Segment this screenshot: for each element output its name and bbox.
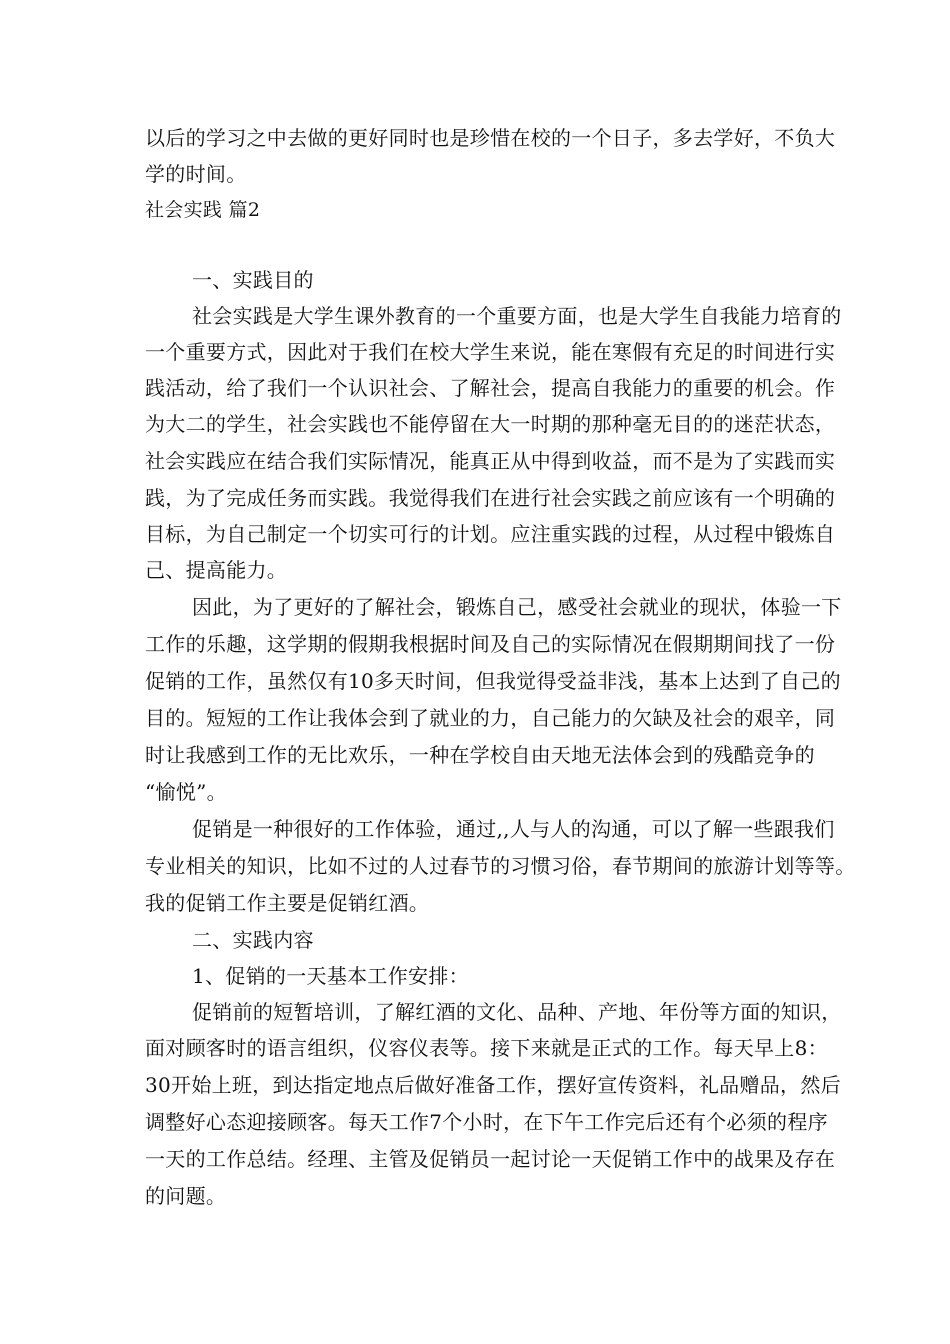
paragraph-line: 目的。短短的工作让我体会到了就业的力，自己能力的欠缺及社会的艰辛，同	[145, 706, 836, 730]
paragraph-line: 为大二的学生，社会实践也不能停留在大一时期的那种毫无目的的迷茫状态，	[145, 412, 836, 436]
paragraph-line: 社会实践应在结合我们实际情况，能真正从中得到收益，而不是为了实践而实	[145, 449, 836, 473]
paragraph-line: “愉悦”。	[145, 780, 227, 804]
paragraph-line: 己、提高能力。	[145, 558, 288, 582]
paragraph-line: 时让我感到工作的无比欢乐，一种在学校自由天地无法体会到的残酷竞争的	[145, 743, 815, 767]
paragraph-line: 我的促销工作主要是促销红酒。	[145, 891, 430, 915]
section-heading: 一、实践目的	[192, 268, 314, 292]
paragraph-line: 一天的工作总结。经理、主管及促销员一起讨论一天促销工作中的战果及存在	[145, 1147, 836, 1171]
paragraph-line: 目标，为自己制定一个切实可行的计划。应注重实践的过程，从过程中锻炼自	[145, 522, 836, 546]
subsection-heading: 1、促销的一天基本工作安排：	[192, 964, 469, 988]
section-title: 社会实践 篇2	[145, 199, 261, 221]
paragraph-line: 学的时间。	[145, 162, 247, 186]
paragraph-line: 践，为了完成任务而实践。我觉得我们在进行社会实践之前应该有一个明确的	[145, 486, 836, 510]
paragraph-line: 践活动，给了我们一个认识社会、了解社会，提高自我能力的重要的机会。作	[145, 376, 836, 400]
paragraph-line: 的问题。	[145, 1184, 227, 1208]
paragraph-line: 社会实践是大学生课外教育的一个重要方面，也是大学生自我能力培育的	[192, 304, 842, 328]
paragraph-line: 促销是一种很好的工作体验，通过,,人与人的沟通，可以了解一些跟我们	[192, 817, 835, 841]
paragraph-line: 一个重要方式，因此对于我们在校大学生来说，能在寒假有充足的时间进行实	[145, 340, 836, 364]
paragraph-line: 促销的工作，虽然仅有10多天时间，但我觉得受益非浅，基本上达到了自己的	[145, 669, 841, 693]
paragraph-line: 促销前的短暂培训，了解红酒的文化、品种、产地、年份等方面的知识，	[192, 1000, 842, 1024]
paragraph-line: 工作的乐趣，这学期的假期我根据时间及自己的实际情况在假期期间找了一份	[145, 632, 836, 656]
paragraph-line: 面对顾客时的语言组织，仪容仪表等。接下来就是正式的工作。每天早上8：	[145, 1036, 828, 1060]
paragraph-line: 调整好心态迎接顾客。每天工作7个小时，在下午工作完后还有个必须的程序	[145, 1110, 828, 1134]
paragraph-line: 因此，为了更好的了解社会，锻炼自己，感受社会就业的现状，体验一下	[192, 595, 842, 619]
paragraph-line: 以后的学习之中去做的更好同时也是珍惜在校的一个日子，多去学好，不负大	[145, 126, 836, 150]
paragraph-line: 专业相关的知识，比如不过的人过春节的习惯习俗，春节期间的旅游计划等等。	[145, 854, 856, 878]
paragraph-line: 30开始上班，到达指定地点后做好准备工作，摆好宣传资料，礼品赠品，然后	[145, 1073, 841, 1097]
section-heading: 二、实践内容	[192, 928, 314, 952]
